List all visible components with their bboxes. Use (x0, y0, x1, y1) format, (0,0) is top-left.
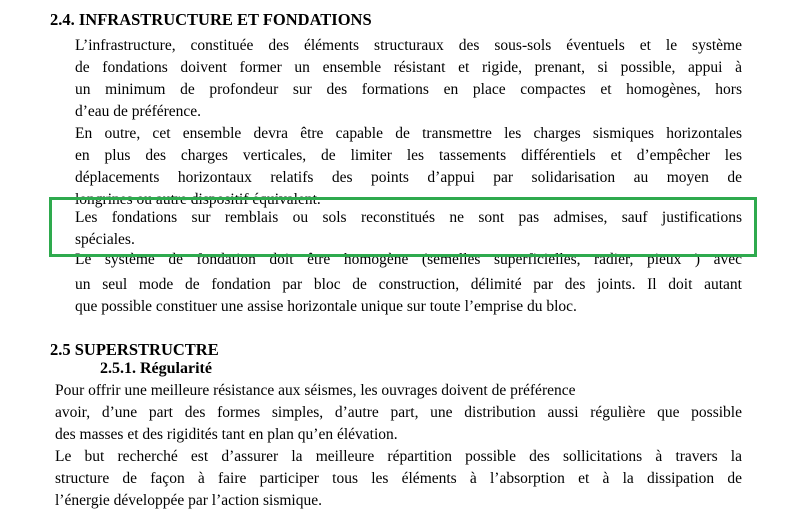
text-line: déplacements horizontaux relatifs des points d’appui par solidarisation au moyen de (75, 169, 742, 186)
paragraph-systeme-fondation (75, 252, 742, 318)
text-line: d’eau de préférence. (75, 103, 202, 120)
paragraph-charges (75, 123, 742, 189)
text-line: avoir, d’une part des formes simples, d’autre part, une distribution aussi régulière que possible (55, 404, 742, 421)
text-line: des masses et des rigidités tant en plan qu’en élévation. (55, 426, 398, 443)
text-line: L’infrastructure, constituée des éléments structuraux des sous-sols éventuels et le système (75, 37, 742, 54)
paragraph-infrastructure (75, 35, 742, 123)
text-line: que possible constituer une assise horizontale unique sur toute l’emprise du bloc. (75, 298, 577, 315)
paragraph-but-recherche (55, 446, 742, 512)
paragraph-regularite (55, 380, 742, 446)
text-line: de fondations doivent former un ensemble résistant et rigide, prenant, si possible, appui à (75, 59, 742, 76)
text-line: spéciales. (75, 231, 135, 248)
text-line: l’énergie développée par l’action sismique. (55, 492, 322, 509)
section-heading-2-4: 2.4. INFRASTRUCTURE ET FONDATIONS (50, 10, 372, 29)
text-line: Pour offrir une meilleure résistance aux séismes, les ouvrages doivent de préférence (55, 382, 576, 399)
subsection-heading-regularite: 2.5.1. Régularité (100, 360, 212, 377)
text-line: Le but recherché est d’assurer la meilleure répartition possible des sollicitations à travers la (55, 448, 742, 465)
partial-text-line: longrines ou autre dispositif équivalent. (75, 191, 321, 208)
text-line: Le système de fondation doit être homogène (semelles superficielles, radier, pieux ) avec (75, 251, 742, 268)
highlight-box (49, 197, 757, 257)
text-line: En outre, cet ensemble devra être capable de transmettre les charges sismiques horizontales (75, 125, 742, 142)
section-heading-2-5: 2.5 SUPERSTRUCTRE (50, 340, 219, 359)
text-line: structure de façon à faire participer tous les éléments à l’absorption et à la dissipation de (55, 470, 742, 487)
text-line: un seul mode de fondation par bloc de construction, délimité par des joints. Il doit autant (75, 276, 742, 293)
text-line: un minimum de profondeur sur des formations en place compactes et homogènes, hors (75, 81, 742, 98)
text-line: en plus des charges verticales, de limiter les tassements différentiels et d’empêcher les (75, 147, 742, 164)
text-line: Les fondations sur remblais ou sols reconstitués ne sont pas admises, sauf justifications (75, 209, 742, 226)
